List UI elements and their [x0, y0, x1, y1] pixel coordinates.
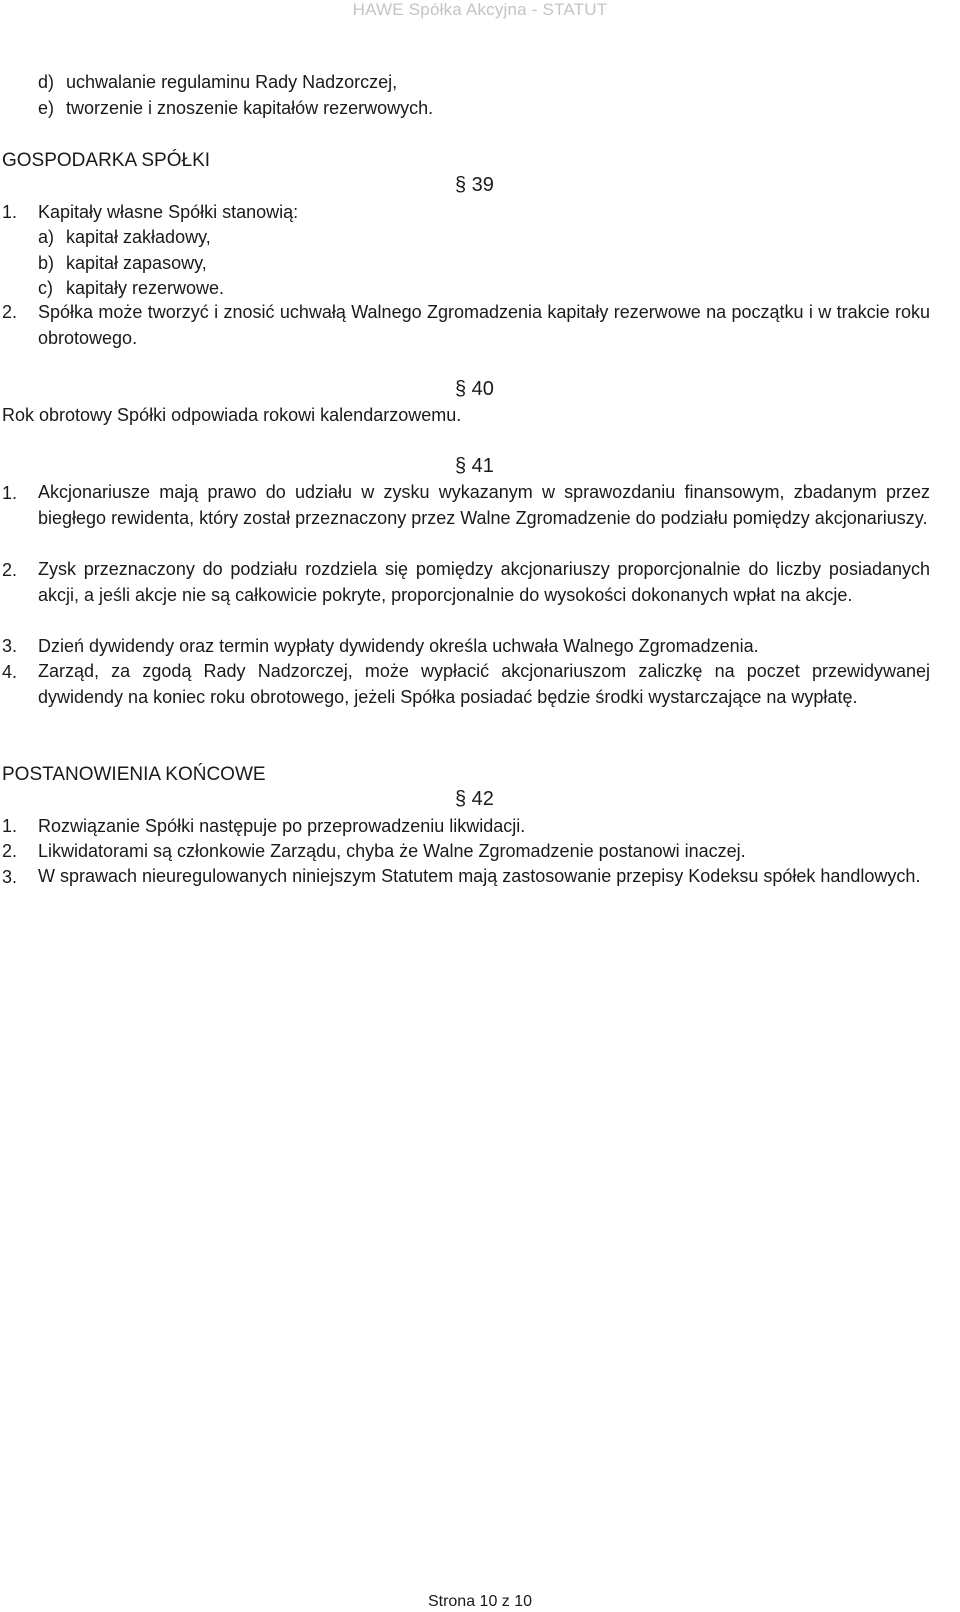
- running-header: HAWE Spółka Akcyjna - STATUT: [352, 0, 608, 19]
- list-item-42-2: [2, 839, 746, 863]
- list-marker: d): [38, 72, 55, 92]
- list-item-42-1: [2, 814, 525, 838]
- list-marker-41-3: 3.: [2, 636, 18, 656]
- list-marker: 1.: [2, 816, 18, 836]
- list-item-41-1-text: Akcjonariusze mają prawo do udziału w zysku wykazanym w sprawozdaniu finansowym, zbadanym przez biegłego rewidenta, który został przeznaczony przez Walne Zgromadzenie do podziału pomiędzy akcjonariuszy.: [38, 482, 930, 528]
- paragraph-40-text: Rok obrotowy Spółki odpowiada rokowi kalendarzowemu.: [2, 405, 462, 425]
- list-item-39-1: [2, 200, 298, 224]
- list-item-text: Kapitały własne Spółki stanowią:: [38, 202, 299, 222]
- list-marker: c): [38, 278, 53, 298]
- list-item-39-2-text: Spółka może tworzyć i znosić uchwałą Walnego Zgromadzenia kapitały rezerwowe na początku i w trakcie roku obrotowego.: [38, 302, 930, 348]
- paragraph-number-42: § 42: [455, 788, 494, 810]
- list-marker: 1.: [2, 202, 18, 222]
- list-item-text: kapitały rezerwowe.: [66, 278, 225, 298]
- page-number: Strona 10 z 10: [427, 1593, 533, 1610]
- section-heading-gospodarka: GOSPODARKA SPÓŁKI: [2, 150, 211, 171]
- list-marker: 2.: [2, 841, 18, 861]
- list-marker: a): [38, 227, 55, 247]
- list-marker-41-1: 1.: [2, 483, 18, 503]
- list-item-text: uchwalanie regulaminu Rady Nadzorczej,: [66, 72, 398, 92]
- list-item-41-4-text: Zarząd, za zgodą Rady Nadzorczej, może wypłacić akcjonariuszom zaliczkę na poczet przewidywanej dywidendy na koniec roku obrotowego, jeżeli Spółka posiadać będzie środki wystarczające na wypłatę.: [38, 661, 930, 707]
- list-marker-41-4: 4.: [2, 662, 18, 682]
- paragraph-number-41: § 41: [455, 455, 494, 477]
- paragraph-number-40: § 40: [455, 378, 494, 400]
- list-item-41-2-text: Zysk przeznaczony do podziału rozdziela się pomiędzy akcjonariuszy proporcjonalnie do liczby posiadanych akcji, a jeśli akcje nie są całkowicie pokryte, proporcjonalnie do wysokości dokonanych wpłat na akcje.: [38, 559, 930, 605]
- list-item-39-1-c: [38, 276, 224, 300]
- list-item-text: Likwidatorami są członkowie Zarządu, chyba że Walne Zgromadzenie postanowi inaczej.: [38, 841, 746, 861]
- list-item-text: tworzenie i znoszenie kapitałów rezerwowych.: [66, 98, 434, 118]
- list-marker-42-3: 3.: [2, 867, 18, 887]
- list-item-text: kapitał zapasowy,: [66, 253, 207, 273]
- list-item-text: kapitał zakładowy,: [66, 227, 211, 247]
- list-marker: b): [38, 253, 55, 273]
- list-item-text: Rozwiązanie Spółki następuje po przeprowadzeniu likwidacji.: [38, 816, 526, 836]
- list-item-42-3-text: W sprawach nieuregulowanych niniejszym Statutem mają zastosowanie przepisy Kodeksu spółek handlowych.: [38, 866, 921, 886]
- list-marker-39-2: 2.: [2, 302, 18, 322]
- list-item-39-1-b: [38, 251, 207, 275]
- list-marker-41-2: 2.: [2, 560, 18, 580]
- list-item-d: [38, 70, 397, 94]
- list-item-39-1-a: [38, 225, 211, 249]
- section-heading-koncowe: POSTANOWIENIA KOŃCOWE: [2, 764, 266, 785]
- list-item-41-3-text: Dzień dywidendy oraz termin wypłaty dywidendy określa uchwała Walnego Zgromadzenia.: [38, 636, 759, 656]
- list-marker: e): [38, 98, 55, 118]
- list-item-e: [38, 96, 433, 120]
- paragraph-number-39: § 39: [455, 174, 494, 196]
